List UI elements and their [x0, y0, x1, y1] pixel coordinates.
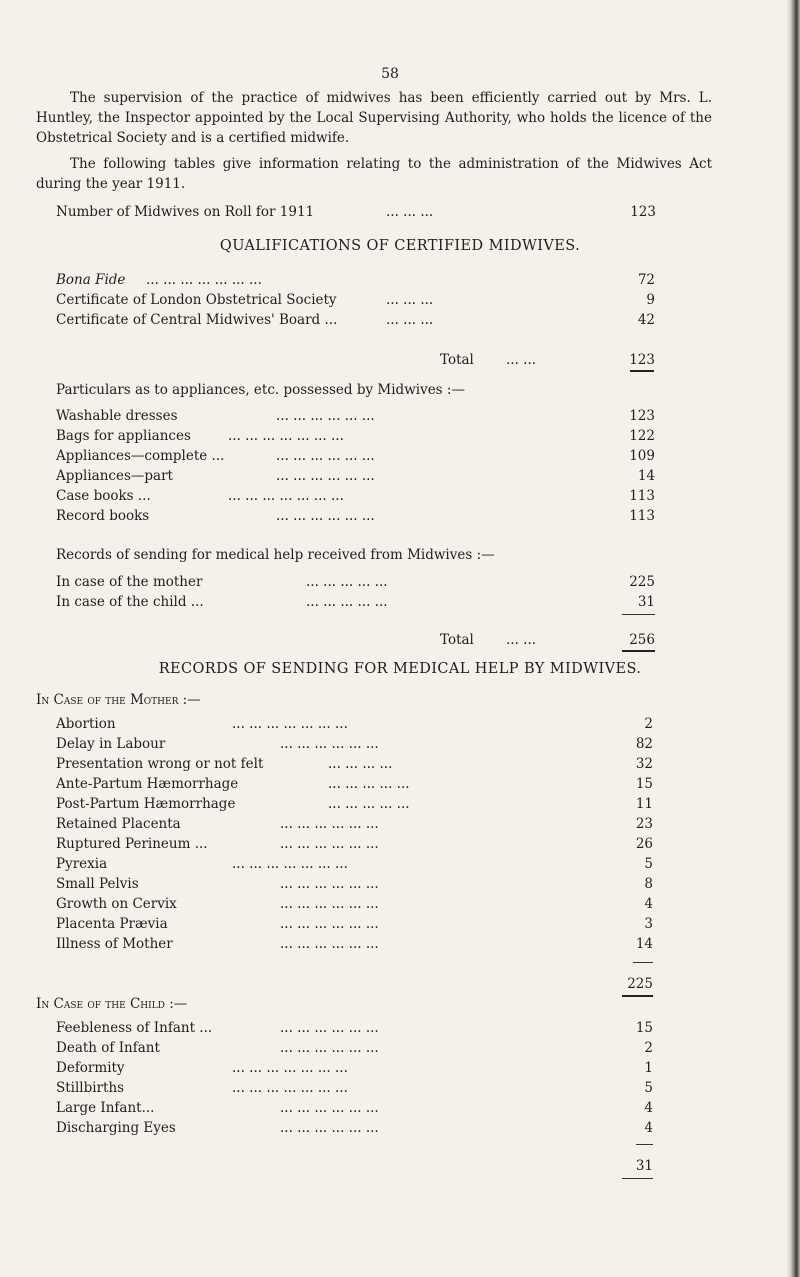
- records-summary-row: [56, 572, 655, 592]
- mother-cause-row: [56, 874, 653, 894]
- mother-cause-row: [56, 714, 653, 734]
- leader-dots: ... ... ... ... ...: [306, 574, 388, 590]
- cause-count: 5: [644, 1080, 653, 1096]
- leader-dots: ... ... ... ... ... ...: [280, 876, 379, 892]
- mother-cause-row: [56, 794, 653, 814]
- mother-cause-row: [56, 854, 653, 874]
- cause-label: Discharging Eyes: [56, 1120, 176, 1136]
- roll-count-label: Number of Midwives on Roll for 1911: [56, 204, 315, 220]
- cause-count: 23: [635, 816, 653, 832]
- total-label: Total: [440, 352, 474, 368]
- total-value: 256: [629, 632, 655, 648]
- cause-count: 2: [644, 716, 653, 732]
- page-binding-edge: [786, 0, 800, 1277]
- leader-dots: ... ... ... ... ... ...: [280, 1100, 379, 1116]
- mother-cause-row: [56, 814, 653, 834]
- sum-rule: [622, 614, 655, 615]
- appliance-label: Appliances—part: [56, 468, 173, 484]
- leader-dots: ... ... ... ... ... ...: [280, 896, 379, 912]
- appliance-row: [56, 406, 655, 426]
- child-section-heading: [36, 994, 436, 1014]
- cause-count: 32: [635, 756, 653, 772]
- mother-cause-row: [56, 774, 653, 794]
- total-rule: [622, 1178, 653, 1179]
- leader-dots: ... ... ... ... ... ... ...: [232, 1060, 348, 1076]
- leader-dots: ... ...: [506, 352, 537, 368]
- mother-cause-row: [56, 894, 653, 914]
- cause-count: 5: [644, 856, 653, 872]
- cause-label: Stillbirths: [56, 1080, 125, 1096]
- cause-label: Feebleness of Infant ...: [56, 1020, 213, 1036]
- cause-label: Death of Infant: [56, 1040, 160, 1056]
- child-cause-row: [56, 1078, 653, 1098]
- cause-count: 26: [635, 836, 653, 852]
- appliance-value: 123: [629, 408, 655, 424]
- cause-label: Illness of Mother: [56, 936, 173, 952]
- roll-count-line: [56, 202, 656, 222]
- cause-count: 1: [644, 1060, 653, 1076]
- leader-dots: ... ... ...: [386, 292, 434, 308]
- mother-total-value: 225: [627, 976, 653, 992]
- appliances-heading: [56, 380, 696, 400]
- appliance-value: 122: [629, 428, 655, 444]
- child-section-heading-text: In Case of the Child :—: [36, 996, 188, 1012]
- leader-dots: ... ... ... ... ...: [328, 776, 410, 792]
- cause-label: Large Infant...: [56, 1100, 155, 1116]
- sum-rule: [636, 1144, 653, 1145]
- qualifications-total-line: [440, 350, 655, 370]
- cause-label: Placenta Prævia: [56, 916, 168, 932]
- leader-dots: ... ... ... ...: [328, 756, 393, 772]
- cause-count: 15: [635, 1020, 653, 1036]
- leader-dots: ... ... ...: [386, 204, 434, 220]
- qualification-value: 42: [637, 312, 655, 328]
- leader-dots: ... ... ... ... ... ...: [280, 1040, 379, 1056]
- qualification-row: [56, 290, 655, 310]
- total-double-rule: [622, 650, 655, 652]
- cause-label: Delay in Labour: [56, 736, 166, 752]
- appliance-value: 14: [637, 468, 655, 484]
- leader-dots: ... ... ... ... ... ... ...: [232, 716, 348, 732]
- cause-count: 14: [635, 936, 653, 952]
- qualification-row: [56, 270, 655, 290]
- mother-cause-row: [56, 754, 653, 774]
- qualification-row: [56, 310, 655, 330]
- appliance-value: 113: [629, 488, 655, 504]
- mother-section-heading-text: In Case of the Mother :—: [36, 692, 201, 708]
- sum-rule: [633, 962, 653, 963]
- appliance-label: Bags for appliances: [56, 428, 191, 444]
- total-double-rule: [630, 370, 654, 372]
- records-summary-value: 31: [637, 594, 655, 610]
- tables-intro-paragraph: The following tables give information relating to the administration of the Midwives Act during the year 1911.: [36, 156, 712, 192]
- total-label: Total: [440, 632, 474, 648]
- qualifications-heading: QUALIFICATIONS OF CERTIFIED MIDWIVES.: [219, 238, 581, 254]
- leader-dots: ... ... ... ... ... ...: [280, 936, 379, 952]
- appliance-label: Record books: [56, 508, 150, 524]
- leader-dots: ... ... ... ... ... ... ...: [146, 272, 262, 288]
- cause-count: 4: [644, 1100, 653, 1116]
- leader-dots: ... ... ...: [386, 312, 434, 328]
- mother-total-line: [560, 974, 653, 994]
- qualification-value: 9: [646, 292, 655, 308]
- leader-dots: ... ... ... ... ... ... ...: [232, 1080, 348, 1096]
- child-cause-row: [56, 1118, 653, 1138]
- appliance-value: 109: [629, 448, 655, 464]
- qualification-label: Certificate of London Obstetrical Society: [56, 292, 337, 308]
- child-cause-row: [56, 1058, 653, 1078]
- child-total-value: 31: [635, 1158, 653, 1174]
- records-summary-label: In case of the mother: [56, 574, 203, 590]
- leader-dots: ... ... ... ... ... ... ...: [228, 488, 344, 504]
- cause-label: Presentation wrong or not felt: [56, 756, 264, 772]
- appliance-row: [56, 426, 655, 446]
- records-summary-total-line: [440, 630, 655, 650]
- leader-dots: ... ... ... ... ...: [328, 796, 410, 812]
- roll-count-value: 123: [630, 204, 656, 220]
- leader-dots: ... ... ... ... ... ...: [280, 736, 379, 752]
- mother-cause-row: [56, 934, 653, 954]
- leader-dots: ... ... ... ... ... ...: [280, 1120, 379, 1136]
- leader-dots: ... ... ... ... ... ...: [276, 448, 375, 464]
- child-total-line: [560, 1156, 653, 1176]
- cause-count: 3: [644, 916, 653, 932]
- appliance-row: [56, 446, 655, 466]
- records-summary-heading-text: Records of sending for medical help received from Midwives :—: [56, 547, 495, 563]
- leader-dots: ... ... ... ... ... ...: [276, 468, 375, 484]
- mother-cause-row: [56, 834, 653, 854]
- qualification-label: Bona Fide: [56, 272, 126, 288]
- leader-dots: ... ... ... ... ... ... ...: [228, 428, 344, 444]
- leader-dots: ... ... ... ... ...: [306, 594, 388, 610]
- appliance-label: Washable dresses: [56, 408, 178, 424]
- appliance-label: Case books ...: [56, 488, 151, 504]
- child-cause-row: [56, 1098, 653, 1118]
- appliance-row: [56, 506, 655, 526]
- cause-label: Retained Placenta: [56, 816, 181, 832]
- leader-dots: ... ... ... ... ... ...: [280, 816, 379, 832]
- cause-label: Pyrexia: [56, 856, 108, 872]
- cause-label: Post-Partum Hæmorrhage: [56, 796, 236, 812]
- leader-dots: ... ... ... ... ... ...: [276, 508, 375, 524]
- cause-count: 15: [635, 776, 653, 792]
- qualification-value: 72: [637, 272, 655, 288]
- total-value: 123: [629, 352, 655, 368]
- records-summary-label: In case of the child ...: [56, 594, 204, 610]
- appliance-value: 113: [629, 508, 655, 524]
- appliances-heading-text: Particulars as to appliances, etc. possessed by Midwives :—: [56, 382, 465, 398]
- child-cause-row: [56, 1018, 653, 1038]
- total-double-rule: [622, 995, 653, 997]
- cause-count: 4: [644, 896, 653, 912]
- appliance-row: [56, 486, 655, 506]
- cause-label: Growth on Cervix: [56, 896, 177, 912]
- cause-count: 8: [644, 876, 653, 892]
- qualification-label: Certificate of Central Midwives' Board ...: [56, 312, 338, 328]
- cause-count: 82: [635, 736, 653, 752]
- leader-dots: ... ... ... ... ... ...: [280, 916, 379, 932]
- records-detail-heading: RECORDS OF SENDING FOR MEDICAL HELP BY MIDWIVES.: [158, 661, 642, 677]
- cause-count: 11: [635, 796, 653, 812]
- cause-count: 2: [644, 1040, 653, 1056]
- child-cause-row: [56, 1038, 653, 1058]
- mother-cause-row: [56, 914, 653, 934]
- mother-cause-row: [56, 734, 653, 754]
- leader-dots: ... ... ... ... ... ...: [280, 836, 379, 852]
- appliance-row: [56, 466, 655, 486]
- leader-dots: ... ... ... ... ... ...: [276, 408, 375, 424]
- page-number: 58: [381, 66, 399, 82]
- records-summary-value: 225: [629, 574, 655, 590]
- cause-count: 4: [644, 1120, 653, 1136]
- cause-label: Ante-Partum Hæmorrhage: [56, 776, 239, 792]
- leader-dots: ... ... ... ... ... ...: [280, 1020, 379, 1036]
- cause-label: Small Pelvis: [56, 876, 139, 892]
- appliance-label: Appliances—complete ...: [56, 448, 225, 464]
- mother-section-heading: [36, 690, 436, 710]
- cause-label: Ruptured Perineum ...: [56, 836, 208, 852]
- leader-dots: ... ... ... ... ... ... ...: [232, 856, 348, 872]
- cause-label: Deformity: [56, 1060, 125, 1076]
- cause-label: Abortion: [56, 716, 116, 732]
- intro-paragraph: The supervision of the practice of midwives has been efficiently carried out by Mrs. L. Huntley, the Inspector appointed by the Local Supervising Authority, who holds the licence of the Obstetrical Society and is a certified midwife.: [36, 90, 712, 146]
- records-summary-row: [56, 592, 655, 612]
- leader-dots: ... ...: [506, 632, 537, 648]
- records-summary-heading: [56, 545, 696, 565]
